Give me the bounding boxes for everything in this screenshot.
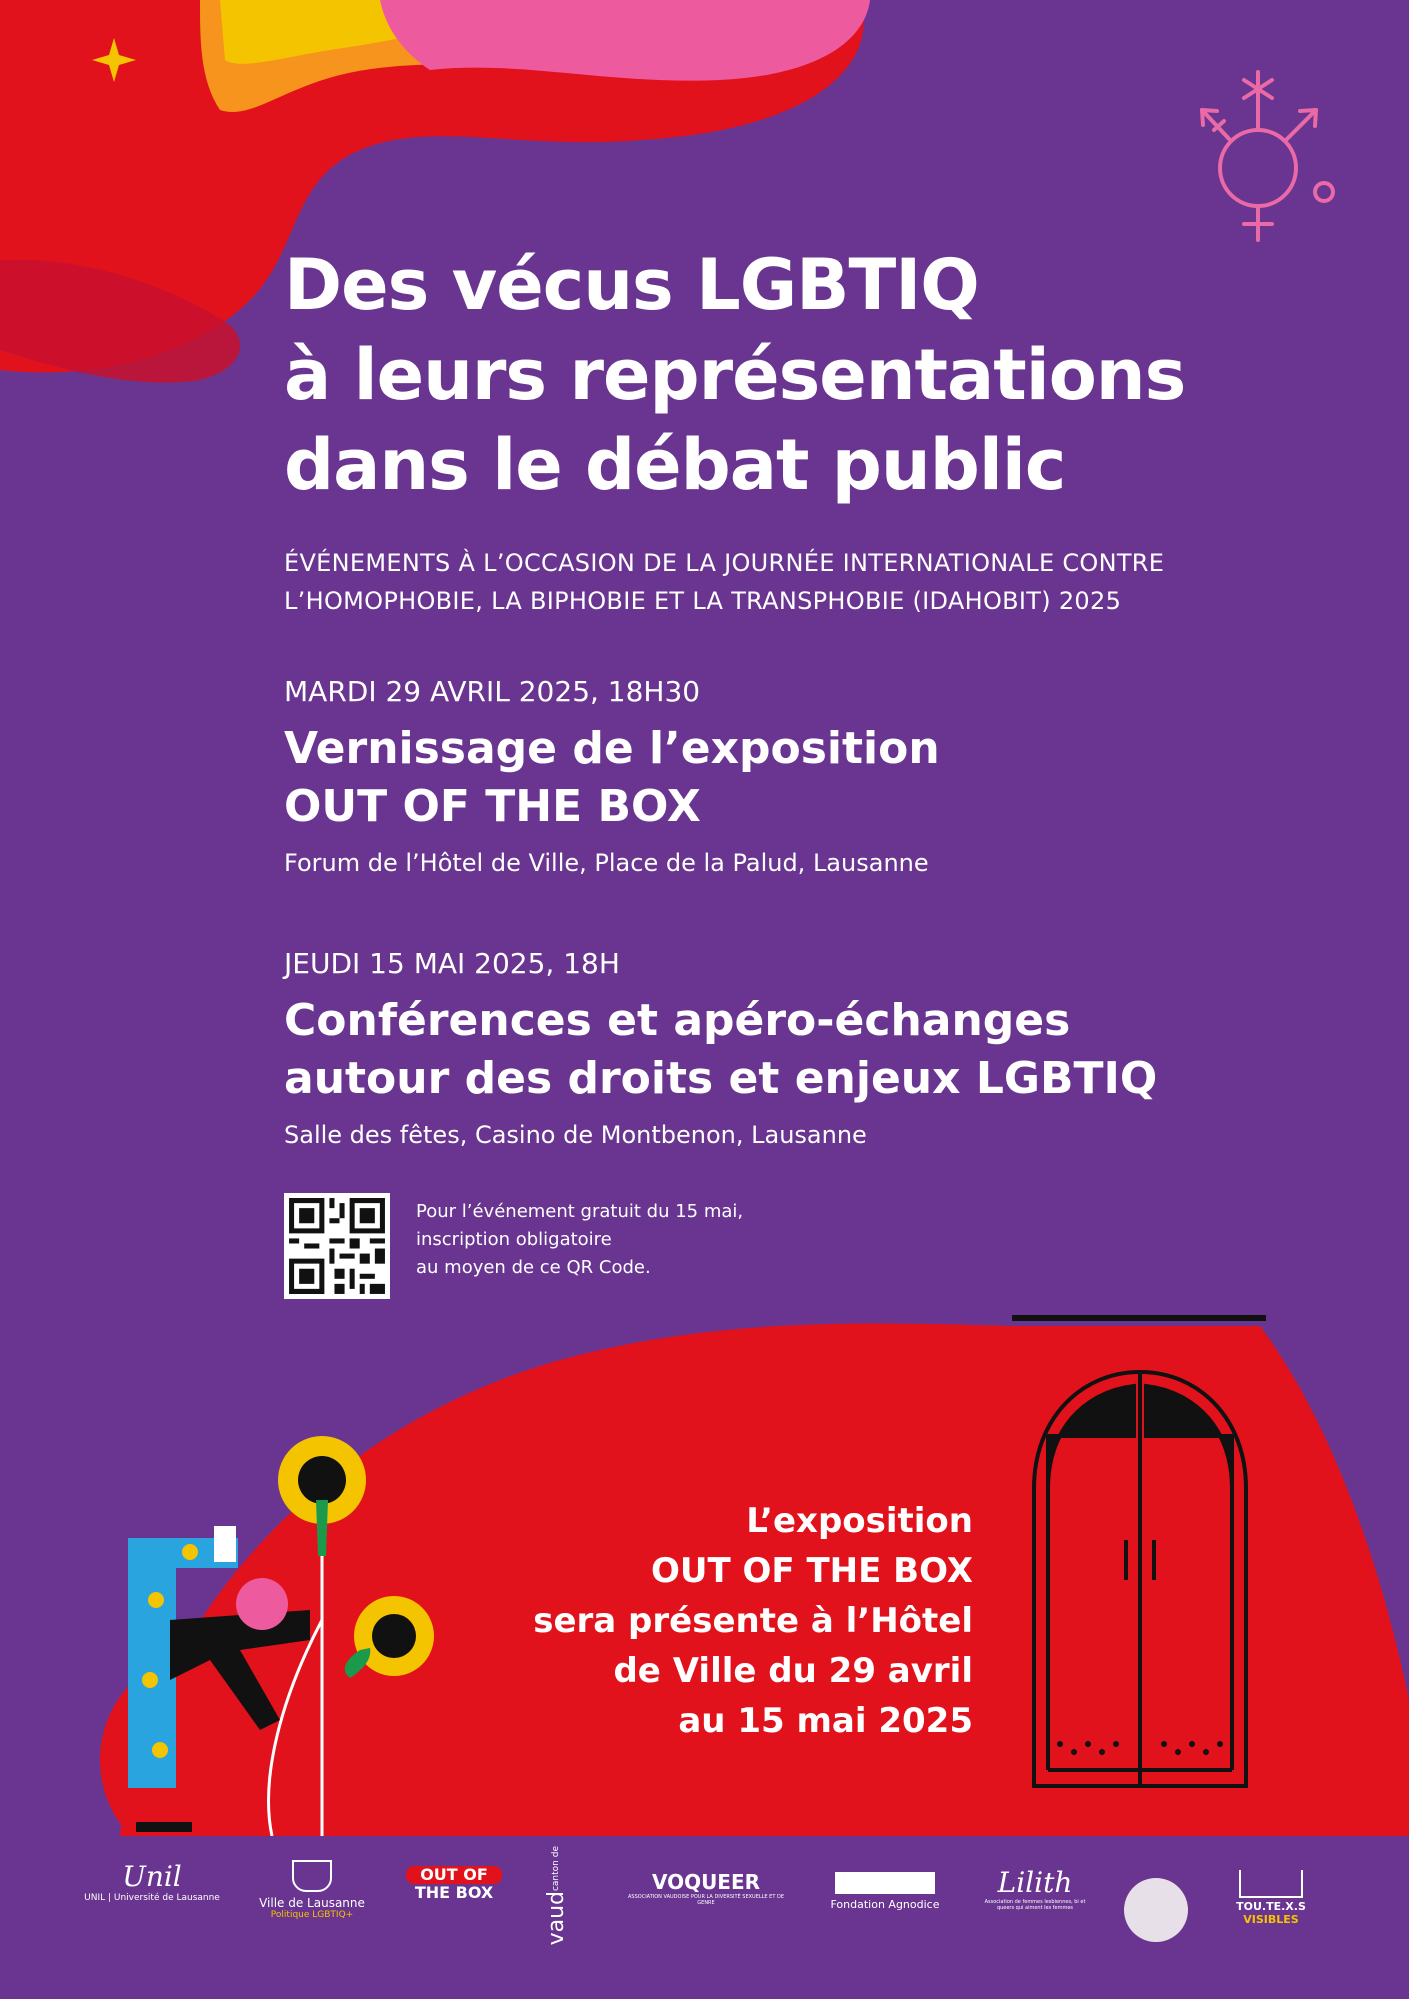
- subtitle-line: L’HOMOPHOBIE, LA BIPHOBIE ET LA TRANSPHOBIE (IDAHOBIT) 2025: [284, 587, 1122, 615]
- event-title-line: OUT OF THE BOX: [284, 781, 701, 832]
- voqueer-name: VOQUEER: [651, 1870, 761, 1894]
- expo-line: au 15 mai 2025: [678, 1701, 973, 1741]
- vaud-name: vaud: [543, 1891, 569, 1946]
- toutexs-line: TOU.TE.X.S: [1236, 1900, 1306, 1913]
- event-vernissage: [284, 672, 1334, 880]
- expo-line: L’exposition: [746, 1501, 973, 1541]
- event-date: MARDI 29 AVRIL 2025, 18H30: [284, 675, 701, 708]
- voqueer-sub: ASSOCIATION VAUDOISE POUR LA DIVERSITÉ SEXUELLE ET DE GENRE: [628, 1894, 784, 1906]
- logo-voqueer[interactable]: [626, 1870, 786, 1906]
- outofthebox-line: THE BOX: [414, 1883, 494, 1902]
- qr-line: inscription obligatoire: [416, 1229, 612, 1250]
- event-place: Salle des fêtes, Casino de Montbenon, Lausanne: [284, 1121, 867, 1149]
- logo-out-of-the-box[interactable]: [406, 1866, 502, 1902]
- qr-code[interactable]: [284, 1193, 390, 1299]
- qr-line: au moyen de ce QR Code.: [416, 1257, 651, 1278]
- lausanne-crest-icon: [292, 1860, 332, 1892]
- agnodice-name: Fondation Agnodice: [830, 1898, 940, 1911]
- event-title-line: autour des droits et enjeux LGBTIQ: [284, 1053, 1158, 1104]
- subtitle-line: ÉVÉNEMENTS À L’OCCASION DE LA JOURNÉE INTERNATIONALE CONTRE: [284, 549, 1165, 577]
- lausanne-name: Ville de Lausanne: [259, 1896, 365, 1910]
- gender-symbol-icon: [1202, 72, 1333, 240]
- qr-instructions: [416, 1198, 743, 1282]
- logo-ville-de-lausanne[interactable]: [252, 1860, 372, 1920]
- partner-logos: [0, 1836, 1409, 1996]
- lausanne-sub: Politique LGBTIQ+: [270, 1910, 354, 1920]
- unil-mark: Unil: [122, 1860, 182, 1893]
- red-dome-right: [1010, 1326, 1409, 1836]
- expo-line: OUT OF THE BOX: [650, 1551, 973, 1591]
- title-line: Des vécus LGBTIQ: [284, 244, 979, 326]
- event-title: [284, 992, 1334, 1108]
- event-date: JEUDI 15 MAI 2025, 18H: [284, 947, 620, 980]
- agnodice-swirl-icon: [835, 1872, 935, 1894]
- lilith-name: Lilith: [997, 1866, 1073, 1899]
- toutexs-line: VISIBLES: [1243, 1913, 1299, 1926]
- logo-toutexs-visibles[interactable]: [1226, 1870, 1316, 1926]
- main-title: [284, 240, 1364, 510]
- subtitle: [284, 544, 1364, 620]
- qr-line: Pour l’événement gratuit du 15 mai,: [416, 1201, 744, 1222]
- logo-canton-vaud[interactable]: [536, 1846, 576, 1945]
- logo-unil[interactable]: [82, 1860, 222, 1903]
- title-line: à leurs représentations: [284, 334, 1186, 416]
- event-title: [284, 720, 1334, 836]
- event-conferences: [284, 944, 1334, 1152]
- vaud-canton: canton de: [551, 1846, 561, 1892]
- lilith-sub: Association de femmes lesbiennes, bi et queers qui aiment les femmes: [984, 1899, 1086, 1911]
- unil-sub: UNIL | Université de Lausanne: [84, 1893, 220, 1903]
- event-title-line: Conférences et apéro-échanges: [284, 995, 1071, 1046]
- outofthebox-line: OUT OF: [406, 1866, 502, 1884]
- qr-code-pattern: [284, 1193, 390, 1299]
- logo-fondation-agnodice[interactable]: [830, 1872, 940, 1911]
- title-line: dans le débat public: [284, 424, 1066, 506]
- partner-badge-icon: [1124, 1878, 1188, 1942]
- exhibition-notice: [453, 1496, 973, 1746]
- event-place: Forum de l’Hôtel de Ville, Place de la Palud, Lausanne: [284, 849, 929, 877]
- event-title-line: Vernissage de l’exposition: [284, 723, 940, 774]
- expo-line: de Ville du 29 avril: [613, 1651, 973, 1691]
- logo-partner-circle[interactable]: [1124, 1878, 1188, 1942]
- skyline-icon: [1239, 1870, 1303, 1898]
- expo-line: sera présente à l’Hôtel: [533, 1601, 973, 1641]
- logo-lilith[interactable]: [980, 1866, 1090, 1911]
